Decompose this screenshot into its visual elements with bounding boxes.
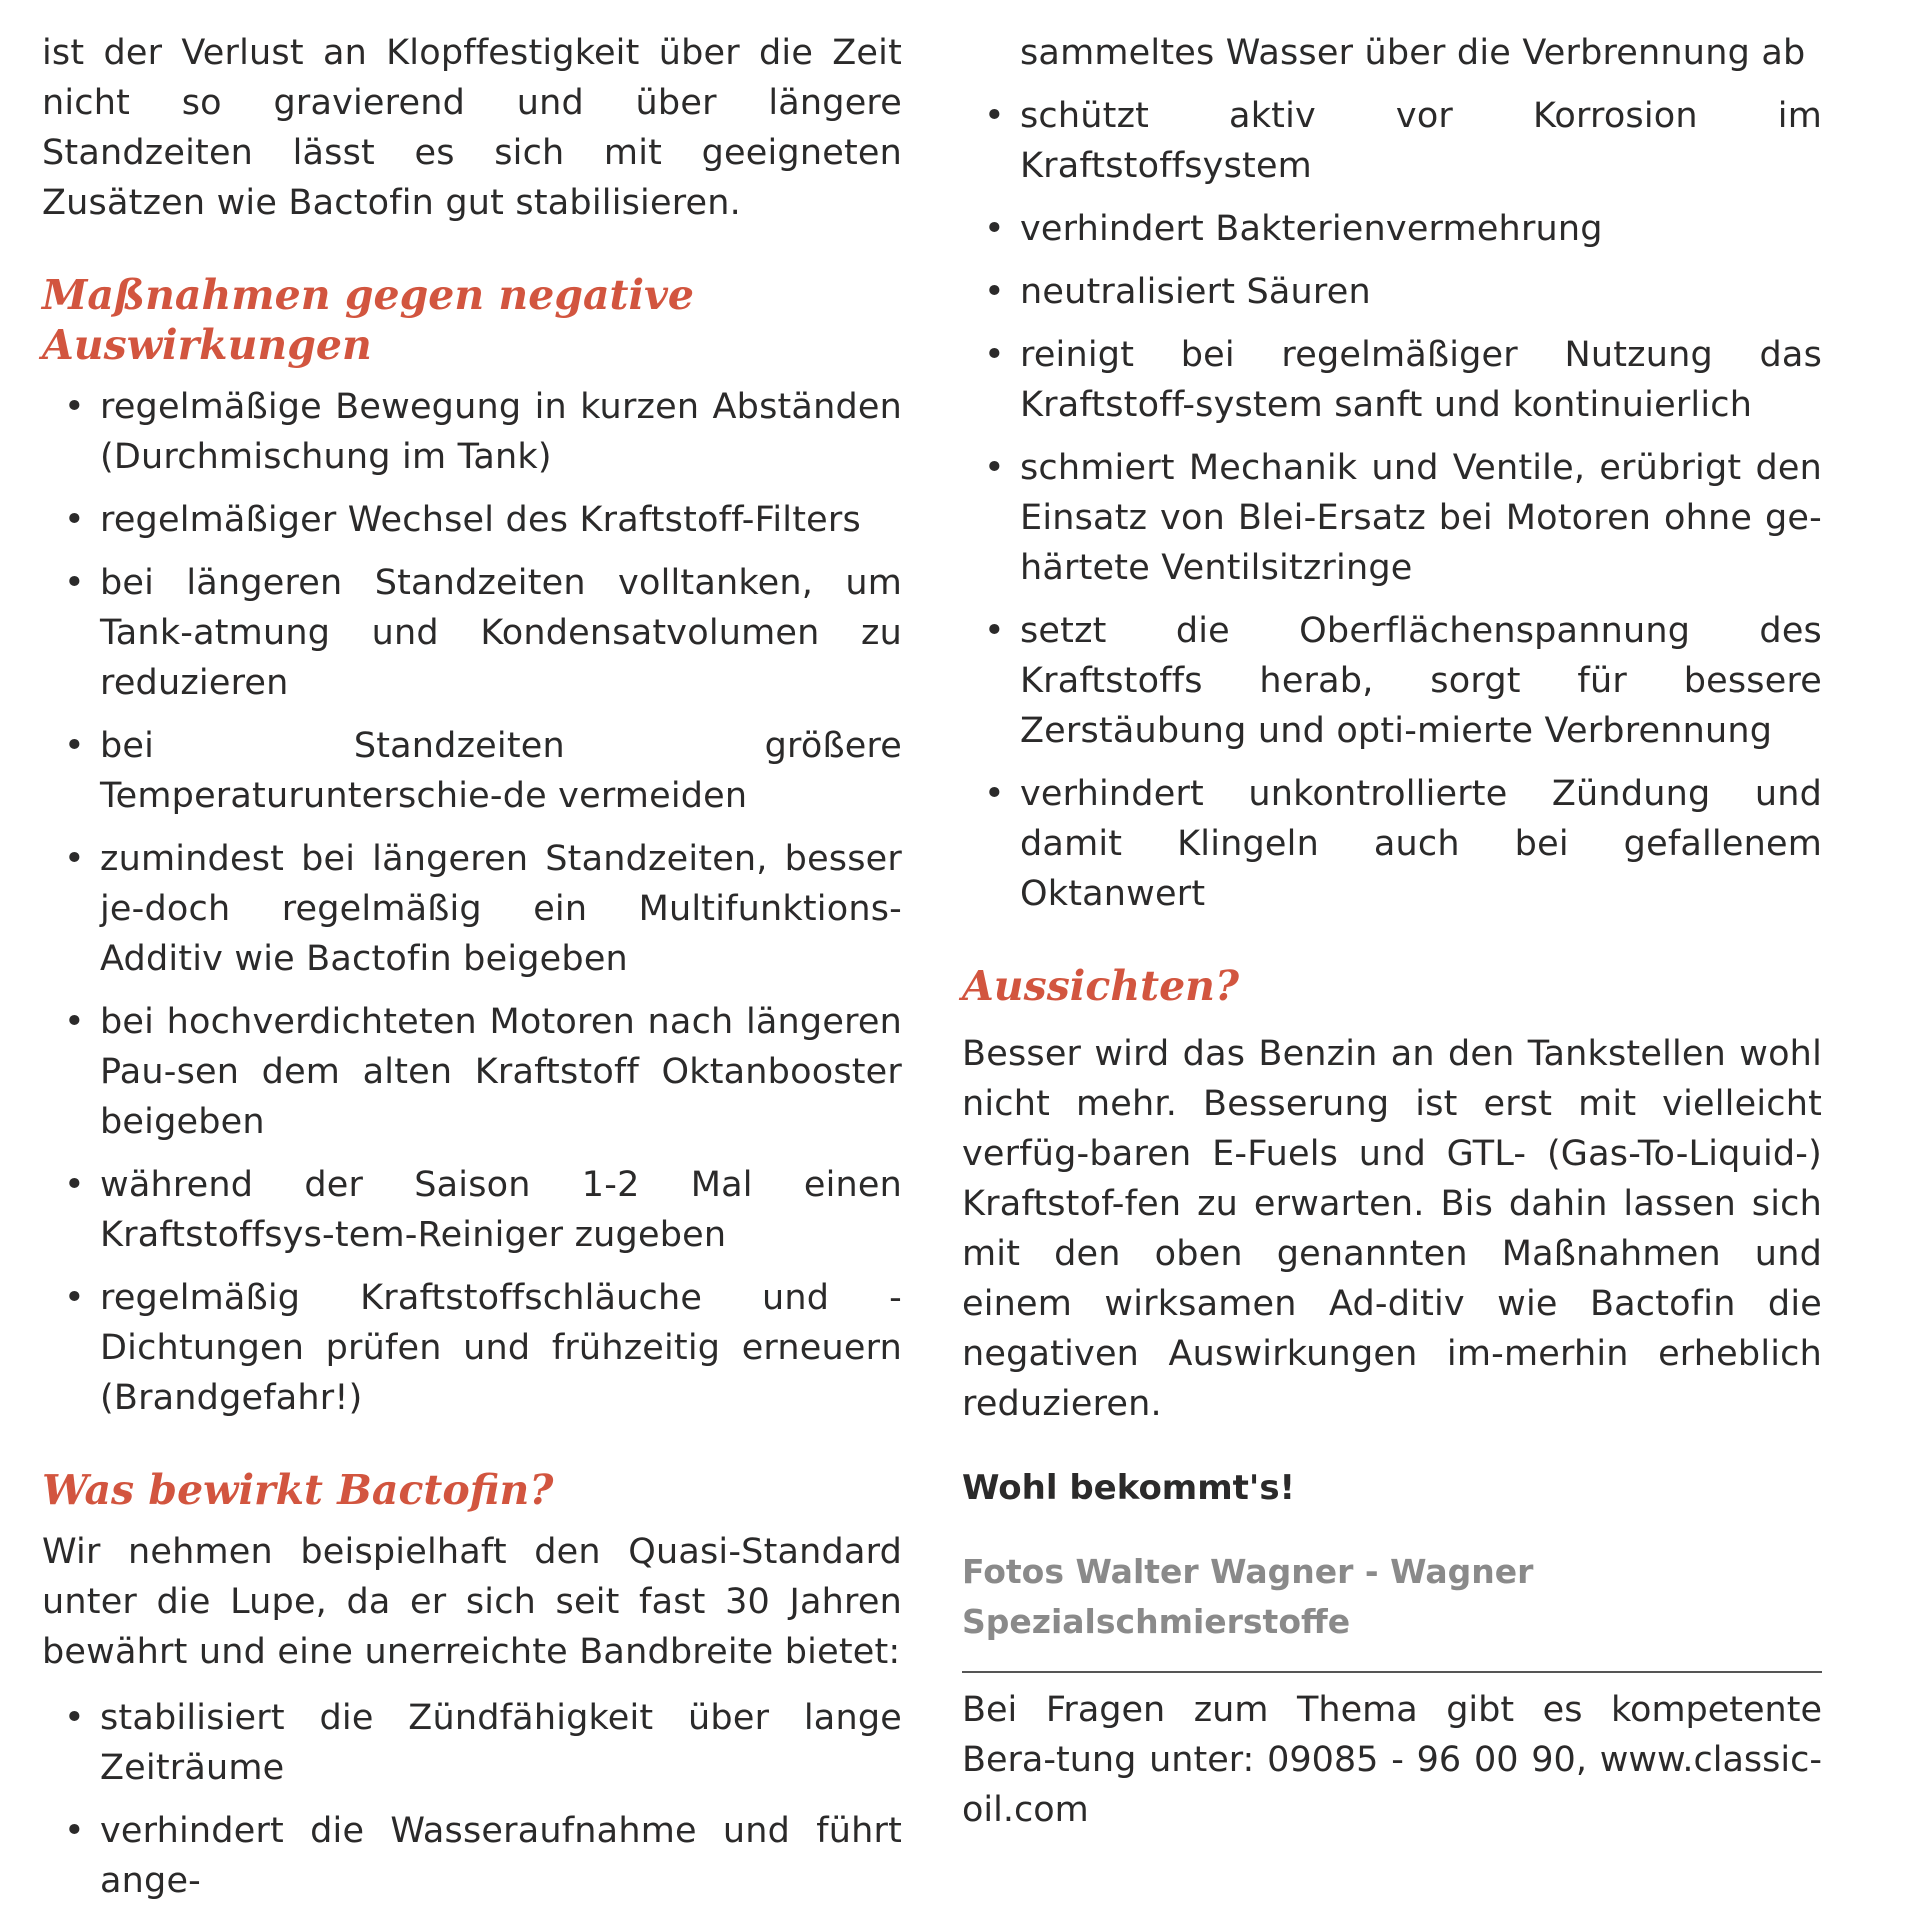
list-item-text: bei Standzeiten größere Temperaturunterschie-de vermeiden — [100, 726, 902, 816]
list-item — [42, 495, 902, 545]
list-item — [42, 997, 902, 1147]
list-item-text: verhindert unkontrollierte Zündung und damit Klingeln auch bei gefallenem Oktanwert — [1020, 774, 1822, 914]
bullet-icon: • — [64, 726, 85, 766]
heading-bactofin: Was bewirkt Bactofin? — [42, 1466, 554, 1514]
bullet-icon: • — [984, 209, 1005, 249]
bullet-icon: • — [984, 448, 1005, 488]
list-item — [962, 204, 1822, 254]
bullet-icon: • — [64, 563, 85, 603]
list-item-text: bei hochverdichteten Motoren nach längeren Pau-sen dem alten Kraftstoff Oktanbooster beigeben — [100, 1002, 902, 1142]
list-item-text: setzt die Oberflächenspannung des Kraftstoffs herab, sorgt für bessere Zerstäubung und opti-mierte Verbrennung — [1020, 611, 1822, 751]
list-item-text: regelmäßiger Wechsel des Kraftstoff-Filters — [100, 500, 861, 540]
list-item — [42, 1160, 902, 1260]
bullet-icon: • — [984, 335, 1005, 375]
bullet-icon: • — [64, 500, 85, 540]
bullet-icon: • — [64, 1165, 85, 1205]
list-item — [42, 558, 902, 708]
bullet-icon: • — [984, 96, 1005, 136]
list-item-text: neutralisiert Säuren — [1020, 272, 1371, 312]
measures-list — [42, 382, 902, 1423]
list-item-text: sammeltes Wasser über die Verbrennung ab — [1020, 33, 1806, 73]
list-item — [962, 267, 1822, 317]
list-item-text: bei längeren Standzeiten volltanken, um Tank-atmung und Kondensatvolumen zu reduzieren — [100, 563, 902, 703]
list-item — [962, 91, 1822, 191]
list-item-text: stabilisiert die Zündfähigkeit über lange Zeiträume — [100, 1698, 902, 1788]
left-column — [42, 28, 902, 1919]
list-item — [42, 1806, 902, 1906]
bullet-icon: • — [984, 774, 1005, 814]
sign-off: Wohl bekommt's! — [962, 1468, 1296, 1508]
list-item — [962, 769, 1822, 919]
list-item-text: regelmäßige Bewegung in kurzen Abständen (Durchmischung im Tank) — [100, 387, 902, 477]
list-item — [42, 1273, 902, 1423]
list-item-text: verhindert Bakterienvermehrung — [1020, 209, 1603, 249]
list-item — [962, 330, 1822, 430]
list-item — [42, 382, 902, 482]
benefits-list-start — [42, 1693, 902, 1906]
bactofin-intro: Wir nehmen beispielhaft den Quasi-Standard unter die Lupe, da er sich seit fast 30 Jahren bewährt und eine unerreichte Bandbreite bietet: — [42, 1532, 902, 1672]
list-item — [42, 721, 902, 821]
list-item-text: schützt aktiv vor Korrosion im Kraftstoffsystem — [1020, 96, 1822, 186]
bullet-icon: • — [64, 387, 85, 427]
bullet-icon: • — [984, 272, 1005, 312]
list-item — [962, 443, 1822, 593]
heading-outlook: Aussichten? — [962, 962, 1239, 1010]
list-item-text: zumindest bei längeren Standzeiten, besser je-doch regelmäßig ein Multifunktions-Additiv wie Bactofin beigeben — [100, 839, 902, 979]
divider — [962, 1671, 1822, 1673]
photo-credit: Fotos Walter Wagner - Wagner Spezialschmierstoffe — [962, 1552, 1534, 1641]
bullet-icon: • — [64, 1278, 85, 1318]
bullet-icon: • — [984, 611, 1005, 651]
list-item — [962, 606, 1822, 756]
list-item — [42, 1693, 902, 1793]
right-column — [962, 28, 1822, 1835]
list-item-text: während der Saison 1-2 Mal einen Kraftstoffsys-tem-Reiniger zugeben — [100, 1165, 902, 1255]
list-item — [42, 834, 902, 984]
benefits-list — [962, 28, 1822, 919]
list-item-text: regelmäßig Kraftstoffschläuche und -Dichtungen prüfen und frühzeitig erneuern (Brandgefahr!) — [100, 1278, 902, 1418]
bullet-icon: • — [64, 839, 85, 879]
outlook-paragraph: Besser wird das Benzin an den Tankstellen wohl nicht mehr. Besserung ist erst mit vielleicht verfüg-baren E-Fuels und GTL- (Gas-To-Liquid-) Kraftstof-fen zu erwarten. Bis dahin lassen sich mit den oben genannten Maßnahmen und einem wirksamen Ad-ditiv wie Bactofin die negativen Auswirkungen im-merhin erheblich reduzieren. — [962, 1034, 1822, 1424]
bullet-icon: • — [64, 1811, 85, 1851]
list-item-text: verhindert die Wasseraufnahme und führt ange- — [100, 1811, 902, 1901]
list-item-text: reinigt bei regelmäßiger Nutzung das Kraftstoff-system sanft und kontinuierlich — [1020, 335, 1822, 425]
list-item-continuation — [962, 28, 1822, 78]
list-item-text: schmiert Mechanik und Ventile, erübrigt den Einsatz von Blei-Ersatz bei Motoren ohne ge-härtete Ventilsitzringe — [1020, 448, 1822, 588]
intro-paragraph: ist der Verlust an Klopffestigkeit über die Zeit nicht so gravierend und über längere Standzeiten lässt es sich mit geeigneten Zusätzen wie Bactofin gut stabilisieren. — [42, 33, 902, 223]
heading-measures: Maßnahmen gegen negative Auswirkungen — [42, 271, 694, 369]
contact-info: Bei Fragen zum Thema gibt es kompetente Bera-tung unter: 09085 - 96 00 90, www.classic-oil.com — [962, 1690, 1822, 1830]
bullet-icon: • — [64, 1002, 85, 1042]
bullet-icon: • — [64, 1698, 85, 1738]
